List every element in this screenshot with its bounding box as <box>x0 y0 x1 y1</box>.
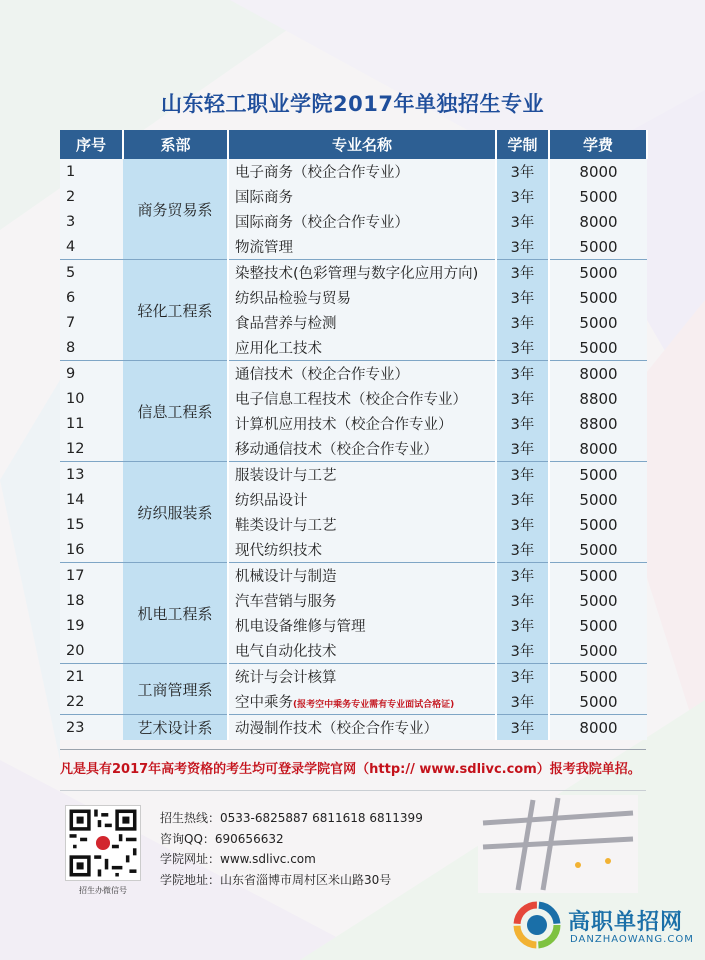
table-row <box>60 563 647 589</box>
major-name: 机电设备维修与管理 <box>235 619 366 635</box>
row-number: 8 <box>60 335 123 361</box>
row-number: 3 <box>60 209 123 234</box>
major-name: 移动通信技术（校企合作专业） <box>235 442 438 458</box>
row-number: 5 <box>60 260 123 286</box>
major-name: 纺织品检验与贸易 <box>235 291 351 307</box>
duration-cell: 3年 <box>496 487 549 512</box>
major-name-cell <box>228 487 496 512</box>
divider <box>60 790 646 791</box>
fee-cell: 5000 <box>549 285 647 310</box>
duration-cell: 3年 <box>496 715 549 741</box>
major-name-cell <box>228 361 496 387</box>
duration-cell: 3年 <box>496 664 549 690</box>
row-number: 12 <box>60 436 123 462</box>
fee-cell: 5000 <box>549 512 647 537</box>
department-cell: 商务贸易系 <box>123 159 228 260</box>
duration-cell: 3年 <box>496 537 549 563</box>
fee-cell: 8800 <box>549 386 647 411</box>
major-name: 国际商务 <box>235 190 293 206</box>
fee-cell: 5000 <box>549 638 647 664</box>
major-name-cell <box>228 436 496 462</box>
major-name: 机械设计与制造 <box>235 569 337 585</box>
table-body <box>60 159 647 740</box>
row-number: 18 <box>60 588 123 613</box>
major-name: 服装设计与工艺 <box>235 468 337 484</box>
row-number: 17 <box>60 563 123 589</box>
major-name-cell <box>228 537 496 563</box>
major-name-cell <box>228 386 496 411</box>
row-number: 1 <box>60 159 123 184</box>
major-name: 染整技术(色彩管理与数字化应用方向) <box>235 266 479 282</box>
fee-cell: 8000 <box>549 715 647 741</box>
major-name: 统计与会计核算 <box>235 670 337 686</box>
row-number: 6 <box>60 285 123 310</box>
fee-cell: 8000 <box>549 436 647 462</box>
row-number: 11 <box>60 411 123 436</box>
duration-cell: 3年 <box>496 613 549 638</box>
row-number: 16 <box>60 537 123 563</box>
major-note: (报考空中乘务专业需有专业面试合格证) <box>293 700 455 710</box>
header-dept: 系部 <box>123 130 228 159</box>
table-header-row <box>60 130 647 159</box>
department-cell: 信息工程系 <box>123 361 228 462</box>
fee-cell: 5000 <box>549 664 647 690</box>
fee-cell: 5000 <box>549 563 647 589</box>
duration-cell: 3年 <box>496 436 549 462</box>
row-number: 20 <box>60 638 123 664</box>
fee-cell: 5000 <box>549 689 647 715</box>
duration-cell: 3年 <box>496 285 549 310</box>
major-name: 鞋类设计与工艺 <box>235 518 337 534</box>
hotline-text: 招生热线：0533-6825887 6811618 6811399 <box>160 811 423 825</box>
duration-cell: 3年 <box>496 462 549 488</box>
duration-cell: 3年 <box>496 234 549 260</box>
fee-cell: 5000 <box>549 588 647 613</box>
location-map <box>478 795 638 893</box>
fee-cell: 5000 <box>549 487 647 512</box>
major-name: 应用化工技术 <box>235 341 322 357</box>
fee-cell: 5000 <box>549 234 647 260</box>
major-name-cell <box>228 335 496 361</box>
major-name-cell <box>228 715 496 741</box>
table-row <box>60 361 647 387</box>
brand-domain: DANZHAOWANG.COM <box>570 934 694 945</box>
qq-text: 咨询QQ：690656632 <box>160 831 284 846</box>
page-title: 山东轻工职业学院2017年单独招生专业 <box>161 92 544 116</box>
row-number: 2 <box>60 184 123 209</box>
contact-info <box>160 808 423 890</box>
address-text: 学院地址：山东省淄博市周村区米山路30号 <box>160 872 392 887</box>
row-number: 4 <box>60 234 123 260</box>
divider <box>60 749 646 750</box>
fee-cell: 8000 <box>549 361 647 387</box>
row-number: 22 <box>60 689 123 715</box>
major-name-cell <box>228 310 496 335</box>
department-cell: 工商管理系 <box>123 664 228 715</box>
duration-cell: 3年 <box>496 260 549 286</box>
major-name: 电子信息工程技术（校企合作专业） <box>235 392 467 408</box>
major-name-cell <box>228 664 496 690</box>
fee-cell: 5000 <box>549 260 647 286</box>
fee-cell: 5000 <box>549 184 647 209</box>
fee-cell: 5000 <box>549 462 647 488</box>
major-name: 物流管理 <box>235 240 293 256</box>
major-name-cell <box>228 638 496 664</box>
table-row <box>60 715 647 741</box>
department-cell: 艺术设计系 <box>123 715 228 741</box>
website-text: 学院网址：www.sdlivc.com <box>160 852 316 866</box>
row-number: 9 <box>60 361 123 387</box>
header-major: 专业名称 <box>228 130 496 159</box>
table-row <box>60 260 647 286</box>
fee-cell: 5000 <box>549 537 647 563</box>
brand-name: 高职单招网 <box>568 910 684 935</box>
fee-cell: 5000 <box>549 613 647 638</box>
major-name-cell <box>228 184 496 209</box>
fee-cell: 5000 <box>549 310 647 335</box>
row-number: 23 <box>60 715 123 741</box>
fee-cell: 8000 <box>549 159 647 184</box>
major-name-cell <box>228 260 496 286</box>
fee-cell: 5000 <box>549 335 647 361</box>
table-row <box>60 462 647 488</box>
duration-cell: 3年 <box>496 159 549 184</box>
row-number: 13 <box>60 462 123 488</box>
header-fee: 学费 <box>549 130 647 159</box>
major-name: 计算机应用技术（校企合作专业） <box>235 417 453 433</box>
header-duration: 学制 <box>496 130 549 159</box>
duration-cell: 3年 <box>496 209 549 234</box>
row-number: 21 <box>60 664 123 690</box>
row-number: 15 <box>60 512 123 537</box>
major-name-cell <box>228 285 496 310</box>
row-number: 7 <box>60 310 123 335</box>
majors-table <box>60 130 648 740</box>
major-name: 国际商务（校企合作专业） <box>235 215 409 231</box>
major-name-cell <box>228 234 496 260</box>
duration-cell: 3年 <box>496 563 549 589</box>
major-name-cell <box>228 159 496 184</box>
table-row <box>60 664 647 690</box>
department-cell: 轻化工程系 <box>123 260 228 361</box>
fee-cell: 8000 <box>549 209 647 234</box>
row-number: 14 <box>60 487 123 512</box>
table-row <box>60 159 647 184</box>
duration-cell: 3年 <box>496 512 549 537</box>
department-cell: 机电工程系 <box>123 563 228 664</box>
qr-code-image <box>65 805 141 881</box>
major-name-cell <box>228 613 496 638</box>
duration-cell: 3年 <box>496 335 549 361</box>
major-name-cell <box>228 563 496 589</box>
major-name-cell <box>228 462 496 488</box>
major-name: 纺织品设计 <box>235 493 308 509</box>
major-name: 汽车营销与服务 <box>235 594 337 610</box>
row-number: 19 <box>60 613 123 638</box>
duration-cell: 3年 <box>496 689 549 715</box>
duration-cell: 3年 <box>496 588 549 613</box>
duration-cell: 3年 <box>496 310 549 335</box>
major-name: 通信技术（校企合作专业） <box>235 367 409 383</box>
header-no: 序号 <box>60 130 123 159</box>
fee-cell: 8800 <box>549 411 647 436</box>
duration-cell: 3年 <box>496 638 549 664</box>
major-name-cell <box>228 512 496 537</box>
major-name: 空中乘务 <box>235 695 293 711</box>
major-name-cell <box>228 209 496 234</box>
major-name-cell <box>228 411 496 436</box>
duration-cell: 3年 <box>496 184 549 209</box>
registration-notice: 凡是具有2017年高考资格的考生均可登录学院官网（http:// www.sdlivc.com）报考我院单招。 <box>60 762 641 777</box>
major-name: 现代纺织技术 <box>235 543 322 559</box>
row-number: 10 <box>60 386 123 411</box>
major-name: 电子商务（校企合作专业） <box>235 165 409 181</box>
duration-cell: 3年 <box>496 361 549 387</box>
department-cell: 纺织服装系 <box>123 462 228 563</box>
major-name-cell <box>228 588 496 613</box>
major-name-cell <box>228 689 496 715</box>
duration-cell: 3年 <box>496 386 549 411</box>
major-name: 电气自动化技术 <box>235 644 337 660</box>
qr-caption: 招生办微信号 <box>79 886 127 895</box>
major-name: 动漫制作技术（校企合作专业） <box>235 721 438 737</box>
major-name: 食品营养与检测 <box>235 316 337 332</box>
duration-cell: 3年 <box>496 411 549 436</box>
